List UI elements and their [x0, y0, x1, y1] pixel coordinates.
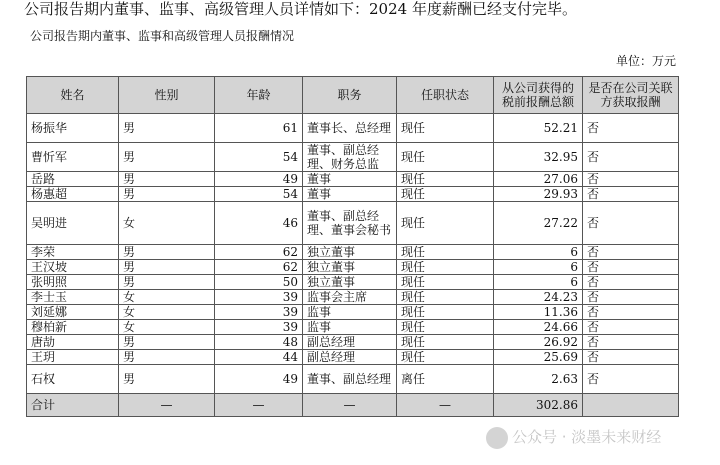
row-pay: 25.69 — [494, 350, 583, 365]
row-status: 现任 — [397, 320, 494, 335]
row-name: 李荣 — [27, 245, 119, 260]
row-position: 独立董事 — [303, 275, 397, 290]
row-pay: 24.66 — [494, 320, 583, 335]
row-gender: 男 — [119, 275, 215, 290]
intro-sentence: 公司报告期内董事、监事、高级管理人员详情如下：2024 年度薪酬已经支付完毕。 — [24, 0, 577, 18]
row-related: 否 — [583, 187, 679, 202]
wechat-icon — [486, 427, 508, 449]
row-pay: 52.21 — [494, 114, 583, 143]
row-pay: 27.06 — [494, 172, 583, 187]
watermark — [486, 426, 661, 449]
table-row — [27, 187, 679, 202]
row-age: 54 — [215, 143, 303, 172]
header-position: 职务 — [303, 77, 397, 114]
row-position: 董事长、总经理 — [303, 114, 397, 143]
total-related — [583, 394, 679, 417]
row-related: 否 — [583, 305, 679, 320]
row-gender: 男 — [119, 350, 215, 365]
table-row — [27, 275, 679, 290]
table-row — [27, 290, 679, 305]
row-gender: 男 — [119, 245, 215, 260]
row-status: 离任 — [397, 365, 494, 394]
row-status: 现任 — [397, 350, 494, 365]
row-position: 监事 — [303, 305, 397, 320]
row-gender: 女 — [119, 305, 215, 320]
table-row — [27, 365, 679, 394]
row-pay: 24.23 — [494, 290, 583, 305]
row-name: 唐劼 — [27, 335, 119, 350]
row-status: 现任 — [397, 202, 494, 245]
table-row — [27, 114, 679, 143]
watermark-text: 公众号 · 淡墨未来财经 — [512, 428, 662, 446]
row-position: 董事 — [303, 172, 397, 187]
row-name: 李士玉 — [27, 290, 119, 305]
row-pay: 32.95 — [494, 143, 583, 172]
row-age: 49 — [215, 172, 303, 187]
row-status: 现任 — [397, 305, 494, 320]
row-related: 否 — [583, 202, 679, 245]
row-name: 穆柏新 — [27, 320, 119, 335]
table-title: 公司报告期内董事、监事和高级管理人员报酬情况 — [30, 29, 295, 43]
row-pay: 29.93 — [494, 187, 583, 202]
row-related: 否 — [583, 143, 679, 172]
header-gender: 性别 — [119, 77, 215, 114]
row-gender: 女 — [119, 202, 215, 245]
table-row — [27, 350, 679, 365]
row-position: 独立董事 — [303, 245, 397, 260]
row-related: 否 — [583, 275, 679, 290]
total-pay: 302.86 — [494, 394, 583, 417]
row-gender: 女 — [119, 290, 215, 305]
row-age: 48 — [215, 335, 303, 350]
row-position: 董事、副总经理、董事会秘书 — [303, 202, 397, 245]
row-gender: 男 — [119, 143, 215, 172]
row-pay: 26.92 — [494, 335, 583, 350]
row-gender: 男 — [119, 114, 215, 143]
row-name: 吴明进 — [27, 202, 119, 245]
row-age: 61 — [215, 114, 303, 143]
row-gender: 女 — [119, 320, 215, 335]
row-position: 独立董事 — [303, 260, 397, 275]
row-related: 否 — [583, 350, 679, 365]
row-status: 现任 — [397, 187, 494, 202]
row-age: 54 — [215, 187, 303, 202]
row-gender: 男 — [119, 187, 215, 202]
table-row — [27, 143, 679, 172]
compensation-table — [26, 76, 679, 417]
row-related: 否 — [583, 172, 679, 187]
row-age: 39 — [215, 320, 303, 335]
row-status: 现任 — [397, 260, 494, 275]
row-name: 张明照 — [27, 275, 119, 290]
row-position: 监事 — [303, 320, 397, 335]
row-status: 现任 — [397, 114, 494, 143]
row-name: 岳路 — [27, 172, 119, 187]
row-position: 副总经理 — [303, 335, 397, 350]
table-row — [27, 260, 679, 275]
row-related: 否 — [583, 114, 679, 143]
table-row — [27, 245, 679, 260]
row-name: 杨振华 — [27, 114, 119, 143]
table-row — [27, 320, 679, 335]
row-pay: 27.22 — [494, 202, 583, 245]
total-row — [27, 394, 679, 417]
row-related: 否 — [583, 365, 679, 394]
row-position: 董事、副总经理 — [303, 365, 397, 394]
total-position: — — [303, 394, 397, 417]
row-position: 监事会主席 — [303, 290, 397, 305]
total-status: — — [397, 394, 494, 417]
row-name: 王玥 — [27, 350, 119, 365]
row-pay: 6 — [494, 275, 583, 290]
row-position: 副总经理 — [303, 350, 397, 365]
row-gender: 男 — [119, 172, 215, 187]
header-pay: 从公司获得的税前报酬总额 — [494, 77, 583, 114]
total-gender: — — [119, 394, 215, 417]
row-age: 62 — [215, 260, 303, 275]
total-label: 合计 — [27, 394, 119, 417]
row-age: 62 — [215, 245, 303, 260]
row-name: 杨惠超 — [27, 187, 119, 202]
row-age: 46 — [215, 202, 303, 245]
header-status: 任职状态 — [397, 77, 494, 114]
row-status: 现任 — [397, 172, 494, 187]
total-age: — — [215, 394, 303, 417]
row-name: 曹忻军 — [27, 143, 119, 172]
row-related: 否 — [583, 320, 679, 335]
row-related: 否 — [583, 260, 679, 275]
row-status: 现任 — [397, 143, 494, 172]
row-related: 否 — [583, 290, 679, 305]
header-age: 年龄 — [215, 77, 303, 114]
row-status: 现任 — [397, 275, 494, 290]
unit-label: 单位：万元 — [615, 54, 676, 68]
row-age: 50 — [215, 275, 303, 290]
row-age: 44 — [215, 350, 303, 365]
row-age: 39 — [215, 305, 303, 320]
row-related: 否 — [583, 335, 679, 350]
row-age: 49 — [215, 365, 303, 394]
row-gender: 男 — [119, 260, 215, 275]
row-status: 现任 — [397, 290, 494, 305]
row-status: 现任 — [397, 335, 494, 350]
row-pay: 6 — [494, 260, 583, 275]
row-gender: 男 — [119, 335, 215, 350]
row-name: 石权 — [27, 365, 119, 394]
row-position: 董事 — [303, 187, 397, 202]
table-row — [27, 335, 679, 350]
header-row — [27, 77, 679, 114]
row-name: 刘延娜 — [27, 305, 119, 320]
row-pay: 2.63 — [494, 365, 583, 394]
row-pay: 6 — [494, 245, 583, 260]
header-name: 姓名 — [27, 77, 119, 114]
row-age: 39 — [215, 290, 303, 305]
table-row — [27, 172, 679, 187]
row-name: 王汉坡 — [27, 260, 119, 275]
row-gender: 男 — [119, 365, 215, 394]
row-status: 现任 — [397, 245, 494, 260]
row-pay: 11.36 — [494, 305, 583, 320]
table-row — [27, 305, 679, 320]
table-row — [27, 202, 679, 245]
header-related: 是否在公司关联方获取报酬 — [583, 77, 679, 114]
row-position: 董事、副总经理、财务总监 — [303, 143, 397, 172]
row-related: 否 — [583, 245, 679, 260]
